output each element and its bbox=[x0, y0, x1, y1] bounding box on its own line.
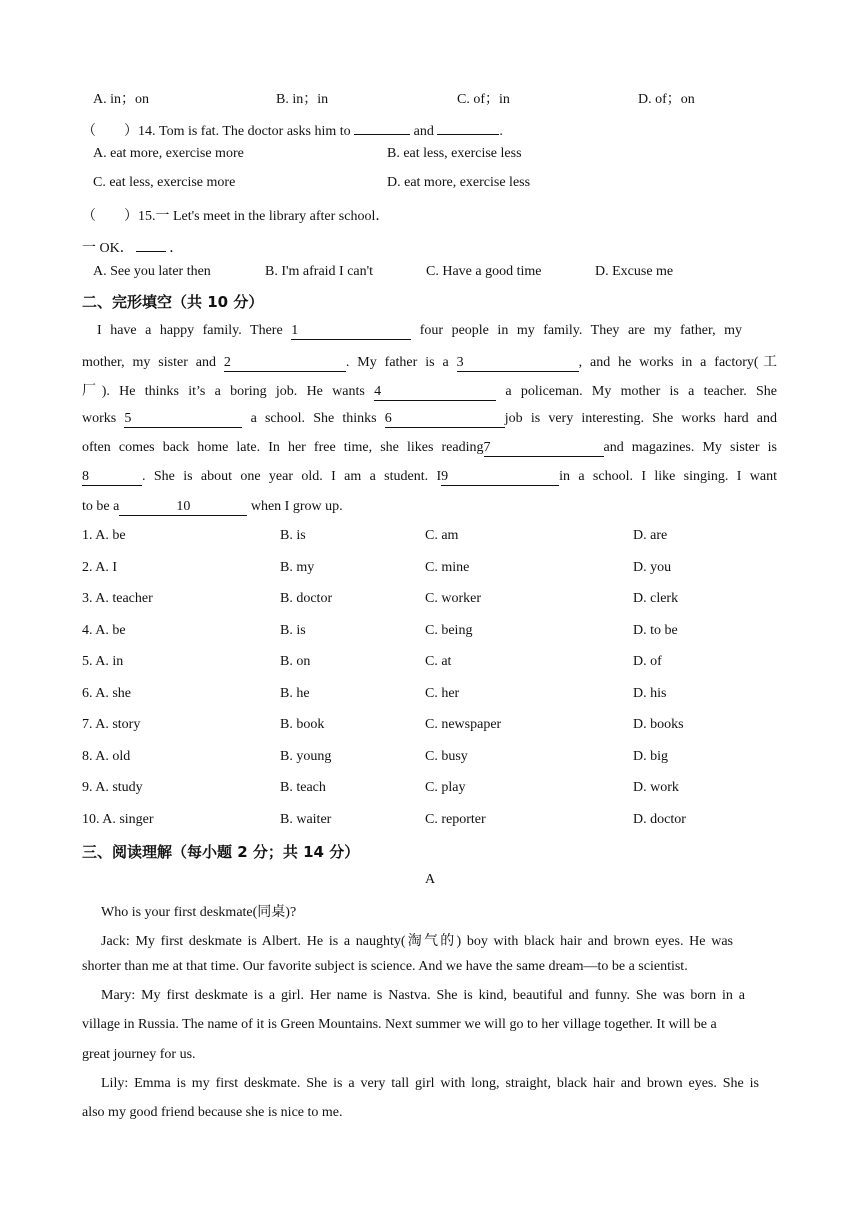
question-text: . bbox=[499, 124, 503, 139]
reading-line-5: village in Russia. The name of it is Green Mountains. Next summer we will go to her village together. It will be a bbox=[82, 1017, 717, 1032]
cloze-option: C. busy bbox=[425, 749, 468, 764]
cloze-option: 7. A. story bbox=[82, 717, 141, 732]
cloze-blank-8: 8 bbox=[82, 468, 142, 486]
question-text: 一 OK． bbox=[82, 241, 134, 256]
cloze-option: B. he bbox=[280, 686, 310, 701]
cloze-option: 9. A. study bbox=[82, 780, 143, 795]
cloze-blank-1: 1 bbox=[291, 322, 411, 340]
cloze-option: D. to be bbox=[633, 623, 678, 638]
cloze-blank-5: 5 bbox=[124, 410, 242, 428]
passage-text: to be a bbox=[82, 499, 120, 514]
passage-text: and magazines. My sister is bbox=[603, 440, 777, 455]
cloze-option: D. clerk bbox=[633, 591, 679, 606]
passage-text: works bbox=[82, 411, 125, 426]
cloze-option: C. mine bbox=[425, 560, 470, 575]
cloze-option: D. work bbox=[633, 780, 679, 795]
reading-line-6: great journey for us. bbox=[82, 1047, 196, 1062]
passage-text: in a school. I like singing. I want bbox=[559, 469, 777, 484]
q14-option-b: B. eat less, exercise less bbox=[387, 146, 522, 161]
cloze-option: 3. A. teacher bbox=[82, 591, 153, 606]
reading-line-2: Jack: My first deskmate is Albert. He is a naughty(淘气的) boy with black hair and brown eyes. He was bbox=[101, 934, 733, 949]
cloze-option: C. newspaper bbox=[425, 717, 502, 732]
passage-text: 厂). He thinks it’s a boring job. He wants bbox=[82, 384, 375, 399]
q15-option-d: D. Excuse me bbox=[595, 264, 674, 279]
cloze-line-2 bbox=[82, 351, 777, 372]
question-text: ． bbox=[169, 241, 184, 256]
q13-option-a: A. in；on bbox=[93, 92, 149, 107]
cloze-line-7 bbox=[82, 498, 343, 516]
passage-text: . My father is a bbox=[345, 355, 457, 370]
cloze-option: 2. A. I bbox=[82, 560, 117, 575]
cloze-blank-7: 7 bbox=[484, 439, 604, 457]
passage-text: a school. She thinks bbox=[242, 411, 385, 426]
q13-option-c: C. of；in bbox=[457, 92, 510, 107]
answer-blank bbox=[437, 117, 499, 135]
cloze-option: B. young bbox=[280, 749, 332, 764]
cloze-option: D. books bbox=[633, 717, 684, 732]
section3-heading: 三、阅读理解（每小题 2 分；共 14 分） bbox=[82, 843, 360, 861]
passage-text: . She is about one year old. I am a student. I bbox=[142, 469, 442, 484]
cloze-option: B. is bbox=[280, 528, 306, 543]
q14-option-c: C. eat less, exercise more bbox=[93, 175, 236, 190]
cloze-option: C. being bbox=[425, 623, 473, 638]
answer-paren: （ ） bbox=[82, 209, 138, 224]
cloze-option: C. her bbox=[425, 686, 460, 701]
cloze-blank-10: 10 bbox=[119, 498, 247, 516]
cloze-option: 10. A. singer bbox=[82, 812, 154, 827]
passage-text: I have a happy family. There bbox=[97, 323, 292, 338]
cloze-option: D. are bbox=[633, 528, 668, 543]
cloze-option: 4. A. be bbox=[82, 623, 126, 638]
reading-line-8: also my good friend because she is nice to me. bbox=[82, 1105, 343, 1120]
cloze-blank-9: 9 bbox=[441, 468, 559, 486]
cloze-option: B. book bbox=[280, 717, 325, 732]
q15-response bbox=[82, 234, 183, 257]
cloze-option: B. doctor bbox=[280, 591, 333, 606]
question-text: 15.一 Let's meet in the library after school． bbox=[138, 209, 390, 224]
passage-text: mother, my sister and bbox=[82, 355, 224, 370]
passage-text: a policeman. My mother is a teacher. She bbox=[496, 384, 777, 399]
cloze-option: 1. A. be bbox=[82, 528, 126, 543]
answer-blank bbox=[136, 234, 166, 252]
q15-option-b: B. I'm afraid I can't bbox=[265, 264, 374, 279]
passage-text: four people in my family. They are my father, my bbox=[411, 323, 742, 338]
cloze-option: B. on bbox=[280, 654, 311, 669]
cloze-blank-2: 2 bbox=[224, 354, 346, 372]
cloze-option: D. his bbox=[633, 686, 667, 701]
cloze-option: 5. A. in bbox=[82, 654, 124, 669]
q14-option-d: D. eat more, exercise less bbox=[387, 175, 531, 190]
cloze-option: C. at bbox=[425, 654, 452, 669]
cloze-blank-4: 4 bbox=[374, 383, 496, 401]
reading-line-3: shorter than me at that time. Our favorite subject is science. And we have the same dream—to be a scientist. bbox=[82, 959, 688, 974]
reading-line-4: Mary: My first deskmate is a girl. Her name is Nastva. She is kind, beautiful and funny. She was born in a bbox=[101, 988, 745, 1003]
cloze-option: C. play bbox=[425, 780, 466, 795]
cloze-line-1 bbox=[97, 322, 742, 340]
cloze-option: D. big bbox=[633, 749, 668, 764]
answer-paren: （ ） bbox=[82, 124, 138, 139]
q14-option-a: A. eat more, exercise more bbox=[93, 146, 244, 161]
q14-question bbox=[82, 117, 503, 140]
passage-text: , and he works in a factory(工 bbox=[578, 355, 777, 370]
cloze-line-4 bbox=[82, 410, 777, 428]
cloze-option: C. worker bbox=[425, 591, 481, 606]
cloze-option: 8. A. old bbox=[82, 749, 131, 764]
cloze-option: B. my bbox=[280, 560, 315, 575]
cloze-line-5 bbox=[82, 439, 777, 457]
passage-text: when I grow up. bbox=[247, 499, 343, 514]
cloze-line-3 bbox=[82, 380, 777, 401]
cloze-option: C. reporter bbox=[425, 812, 486, 827]
cloze-option: B. teach bbox=[280, 780, 326, 795]
q15-option-c: C. Have a good time bbox=[426, 264, 542, 279]
passage-text: job is very interesting. She works hard and bbox=[504, 411, 777, 426]
section2-heading: 二、完形填空（共 10 分） bbox=[82, 293, 264, 311]
cloze-blank-6: 6 bbox=[385, 410, 505, 428]
reading-line-7: Lily: Emma is my first deskmate. She is a very tall girl with long, straight, black hair and brown eyes. She is bbox=[101, 1076, 759, 1091]
passage-text: often comes back home late. In her free time, she likes reading bbox=[82, 440, 484, 455]
cloze-option: 6. A. she bbox=[82, 686, 131, 701]
answer-blank bbox=[354, 117, 410, 135]
cloze-option: D. of bbox=[633, 654, 662, 669]
reading-line-1: Who is your first deskmate(同桌)? bbox=[101, 905, 297, 920]
cloze-option: B. waiter bbox=[280, 812, 332, 827]
question-text: 14. Tom is fat. The doctor asks him to bbox=[138, 124, 351, 139]
q15-question bbox=[82, 205, 389, 225]
cloze-option: D. doctor bbox=[633, 812, 686, 827]
cloze-line-6 bbox=[82, 468, 777, 486]
cloze-option: D. you bbox=[633, 560, 672, 575]
q15-option-a: A. See you later then bbox=[93, 264, 211, 279]
question-text: and bbox=[413, 124, 434, 139]
passage-label: A bbox=[425, 872, 436, 887]
cloze-option: B. is bbox=[280, 623, 306, 638]
q13-option-d: D. of；on bbox=[638, 92, 695, 107]
cloze-blank-3: 3 bbox=[457, 354, 579, 372]
q13-option-b: B. in；in bbox=[276, 92, 329, 107]
cloze-option: C. am bbox=[425, 528, 459, 543]
